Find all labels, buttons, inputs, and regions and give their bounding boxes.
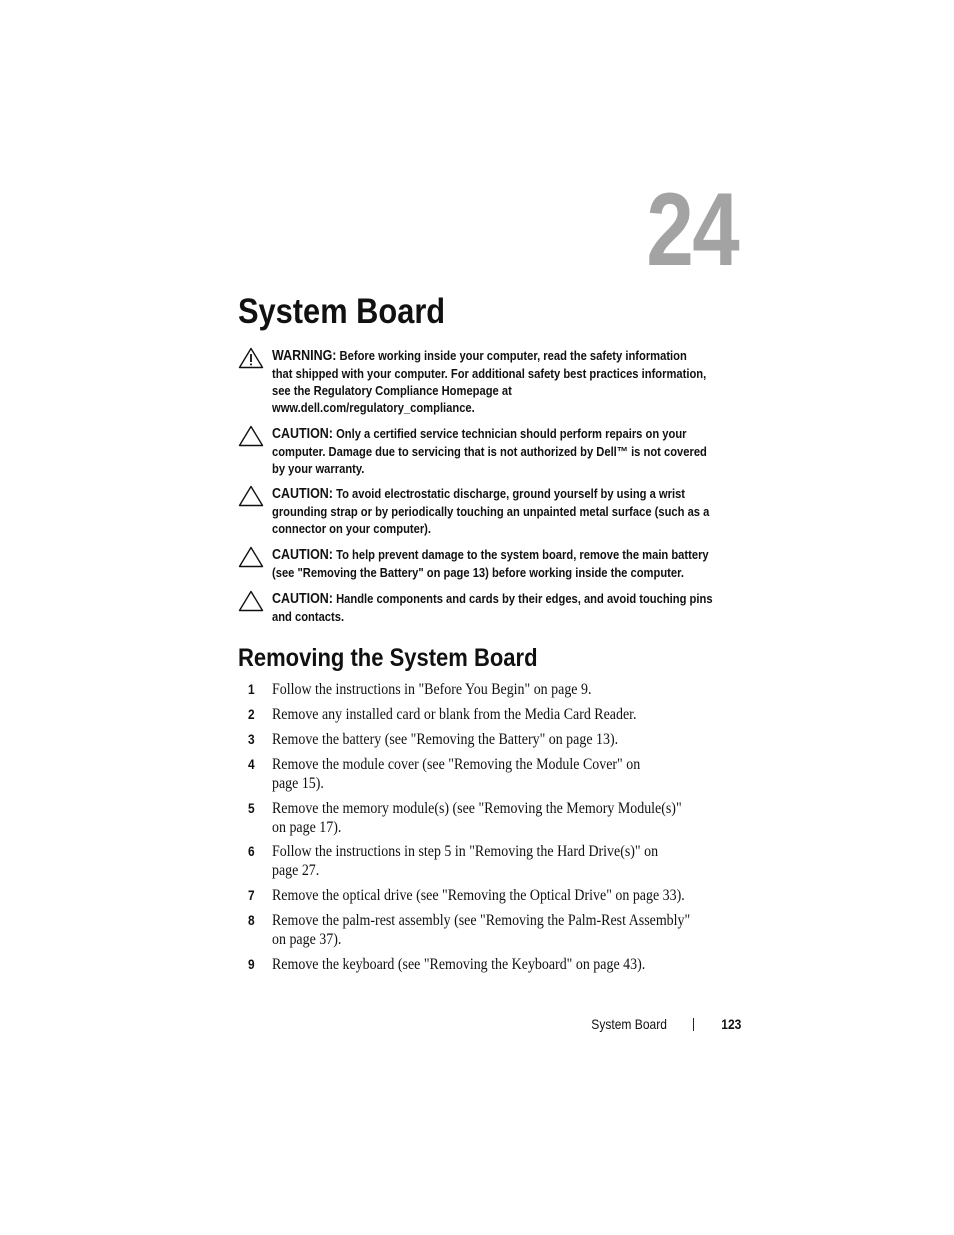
notice-label: WARNING: [272, 348, 337, 364]
step-line: Follow the instructions in "Before You Begin" on page 9. [272, 681, 592, 698]
notice-line: To avoid electrostatic discharge, ground yourself by using a wrist [336, 486, 686, 501]
notice-line: computer. Damage due to servicing that is not authorized by Dell™ is not covered [272, 444, 707, 459]
notice-label: CAUTION: [272, 486, 333, 502]
warning-triangle-icon [238, 347, 264, 369]
notice-line: Only a certified service technician should perform repairs on your [336, 426, 687, 441]
notice-line: (see "Removing the Battery" on page 13) before working inside the computer. [272, 565, 684, 580]
step-line: Follow the instructions in step 5 in "Removing the Hard Drive(s)" on [272, 843, 659, 860]
notice-text [272, 590, 762, 625]
step-number: 9 [248, 956, 255, 972]
notice-text [272, 546, 762, 581]
step-text [272, 886, 740, 905]
footer-divider [693, 1018, 694, 1031]
step-line: Remove the optical drive (see "Removing the Optical Drive" on page 33). [272, 887, 685, 904]
step-line: Remove the palm-rest assembly (see "Removing the Palm-Rest Assembly" [272, 912, 691, 929]
footer-section-name: System Board [591, 1016, 667, 1032]
step-line: on page 37). [272, 931, 342, 948]
step-line: Remove the memory module(s) (see "Removing the Memory Module(s)" [272, 800, 682, 817]
step-number: 7 [248, 887, 255, 903]
step-line: Remove the battery (see "Removing the Battery" on page 13). [272, 731, 619, 748]
step-number: 4 [248, 756, 255, 772]
notice-text [272, 485, 762, 537]
notice-line: grounding strap or by periodically touching an unpainted metal surface (such as a [272, 504, 710, 519]
notice-line: and contacts. [272, 609, 345, 624]
caution-triangle-icon [238, 485, 264, 507]
notice-text [272, 347, 762, 416]
notice-label: CAUTION: [272, 591, 333, 607]
chapter-title: System Board [238, 292, 446, 331]
step-text [272, 755, 740, 793]
step-text [272, 799, 740, 837]
step-number: 3 [248, 731, 255, 747]
step-text [272, 680, 740, 699]
step-text [272, 911, 740, 949]
step-text [272, 955, 740, 974]
notice-line: that shipped with your computer. For additional safety best practices information, [272, 366, 707, 381]
step-line: page 15). [272, 775, 324, 792]
caution-triangle-icon [238, 546, 264, 568]
step-line: Remove the keyboard (see "Removing the Keyboard" on page 43). [272, 956, 646, 973]
notice-label: CAUTION: [272, 426, 333, 442]
notice-line: Before working inside your computer, read the safety information [339, 348, 687, 363]
step-number: 6 [248, 843, 255, 859]
step-text [272, 705, 740, 724]
notice-line: To help prevent damage to the system board, remove the main battery [336, 547, 709, 562]
caution-triangle-icon [238, 590, 264, 612]
page-footer [560, 1014, 741, 1036]
step-line: page 27. [272, 862, 320, 879]
notice-label: CAUTION: [272, 547, 333, 563]
notice-text [272, 425, 762, 477]
step-text [272, 730, 740, 749]
notice-line: connector on your computer). [272, 521, 432, 536]
page-number: 123 [720, 1016, 741, 1032]
notice-line: Handle components and cards by their edges, and avoid touching pins [336, 591, 713, 606]
step-number: 2 [248, 706, 255, 722]
notice-line: by your warranty. [272, 461, 365, 476]
step-line: on page 17). [272, 819, 342, 836]
notice-line: www.dell.com/regulatory_compliance. [272, 400, 475, 415]
chapter-number: 24 [646, 172, 738, 288]
step-line: Remove any installed card or blank from the Media Card Reader. [272, 706, 637, 723]
step-text [272, 842, 740, 880]
notice-line: see the Regulatory Compliance Homepage at [272, 383, 512, 398]
step-number: 1 [248, 681, 255, 697]
step-number: 5 [248, 800, 255, 816]
section-title: Removing the System Board [238, 644, 538, 672]
caution-triangle-icon [238, 425, 264, 447]
step-number: 8 [248, 912, 255, 928]
step-line: Remove the module cover (see "Removing the Module Cover" on [272, 756, 641, 773]
